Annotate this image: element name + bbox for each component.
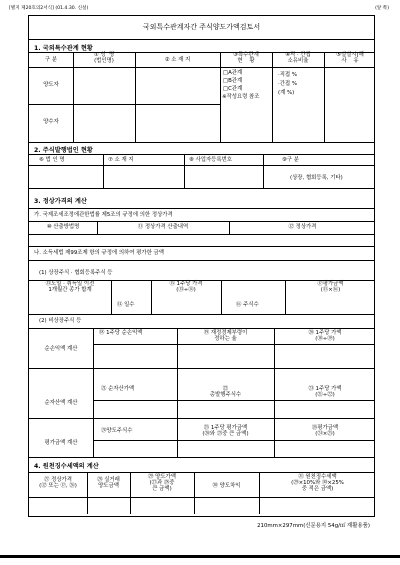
arm-detail-label: ⑪ 정상가격 산출내역 <box>137 224 189 230</box>
paper-spec: 210mm×297mm(신문용지 54g/㎡ 재활용품) <box>257 523 370 529</box>
total-issued-shares: ㉒ 총발행주식수 <box>209 386 242 399</box>
ministry-rate: ⑲ 재정경제부령이 정하는 율 <box>203 330 248 343</box>
unlisted-subtitle: (2) 비상장주식 등 <box>39 318 82 324</box>
page-side: (앞 쪽) <box>375 6 389 11</box>
issuer-class-label: ⑨구 분 <box>282 157 299 163</box>
row-net-assets: 순자산액 계산 <box>44 400 78 406</box>
form-number: [별지 제20호의2서식] (01.4.30. 신설) <box>9 6 89 11</box>
col-type: 구 분 <box>44 57 58 63</box>
listed-per-share: ⑮ 1주당 가격 (⑬÷⑭) <box>169 281 203 294</box>
share-indirect: ·간접 % <box>278 81 297 87</box>
calc-method-label: ⑩ 산출방법명 <box>46 224 80 230</box>
col-relation: ③특수관계 현 황 <box>233 52 259 65</box>
valuation-amount: ㉖평가금액 (㉔×㉕) <box>311 425 339 438</box>
relation-note: ※작성요령 참조 <box>222 94 260 100</box>
valuation-per-share: ㉕ 1주당 평가금액 (⑳와 ㉓중 큰 금액) <box>202 425 249 438</box>
relation-option-c[interactable]: □C관계 <box>223 86 243 92</box>
relation-option-a[interactable]: □A관계 <box>223 70 243 76</box>
wht-transfer-price: ㉙ 양도가액 (㉗과 ㉘중 큰 금액) <box>148 474 176 493</box>
form-header <box>9 5 391 11</box>
method-a-text: 가. 국제조세조정에관한법률 제5조의 규정에 의한 정상가격 <box>34 212 173 218</box>
row-net-income: 순손익액 계산 <box>44 346 78 352</box>
share-direct: ·직접 % <box>278 72 297 78</box>
issuer-class-options: (상장, 협회등록, 기타) <box>290 175 343 181</box>
col-address: ② 소 재 지 <box>164 57 191 63</box>
wht-capital-gain: ㉚ 양도차익 <box>212 483 241 489</box>
row-valuation: 평가금액 계산 <box>44 440 78 446</box>
wht-normal-price: ㉗ 정상가격 (⑫ 또는 ⑰, ㉖) <box>39 477 77 490</box>
section-1-title: 1. 국외특수관계 현황 <box>34 45 93 52</box>
form-title: 국외특수관계자간 주식양도가액검토서 <box>142 23 261 31</box>
col-share: ④직 · 간접 소유비율 <box>285 52 311 65</box>
section-2-title: 2. 주식발행법인 현황 <box>34 147 93 154</box>
form-frame <box>28 15 375 517</box>
relation-option-b[interactable]: □B관계 <box>223 78 243 84</box>
net-assets-per-share: ㉓ 1주당 가액 (㉑÷㉒) <box>308 386 342 399</box>
listed-close-sum: ⑬도일 · 취득일 이전 1개월간 종가 합계 <box>45 281 95 294</box>
issuer-regno-label: ⑧ 사업자등록번호 <box>189 157 232 163</box>
method-b-text: 나. 소득세법 제99조제 항의 규정에 의하여 평가한 금액 <box>34 250 164 256</box>
section-4-title: 4. 원천징수세액의 계산 <box>34 463 99 470</box>
net-income-per-share: ⑱ 1주당 순손익액 <box>99 330 143 336</box>
wht-tax-amount: ㉛ 원천징수세액 (㉙×10%와 ㉚×25% 중 적은 금액) <box>291 474 344 493</box>
issuer-address-label: ⑦ 소 재 지 <box>108 157 134 163</box>
row-transferee: 양수자 <box>43 119 59 125</box>
net-income-value: ⑳ 1주당 가액 (⑱÷⑲) <box>308 330 342 343</box>
share-total: (계 %) <box>278 90 295 96</box>
listed-share-count: ⑯ 주식수 <box>236 302 259 308</box>
row-transferor: 양도자 <box>43 82 59 88</box>
net-assets-value: ㉑ 순자산가액 <box>101 386 135 392</box>
listed-days: ⑭ 일수 <box>117 302 135 308</box>
col-name: ① 성 명 (법인명) <box>93 52 115 65</box>
arm-price-label: ⑫ 정상가격 <box>288 224 317 230</box>
wht-actual-amount: ㉘ 실거래 양도금액 <box>97 477 120 490</box>
section-3-title: 3. 정상가격의 계산 <box>34 198 87 205</box>
listed-valuation: ⑰평가금액 (⑮×⑯) <box>317 281 344 294</box>
transfer-share-count: ㉔양도주식수 <box>101 428 133 434</box>
bottom-rule <box>0 555 400 558</box>
issuer-name-label: ⑥ 법 인 명 <box>39 157 65 163</box>
col-reason: ⑤실실시[해 사 유 <box>336 52 364 65</box>
listed-subtitle: (1) 상장주식 · 협회등록주식 등 <box>39 270 113 276</box>
